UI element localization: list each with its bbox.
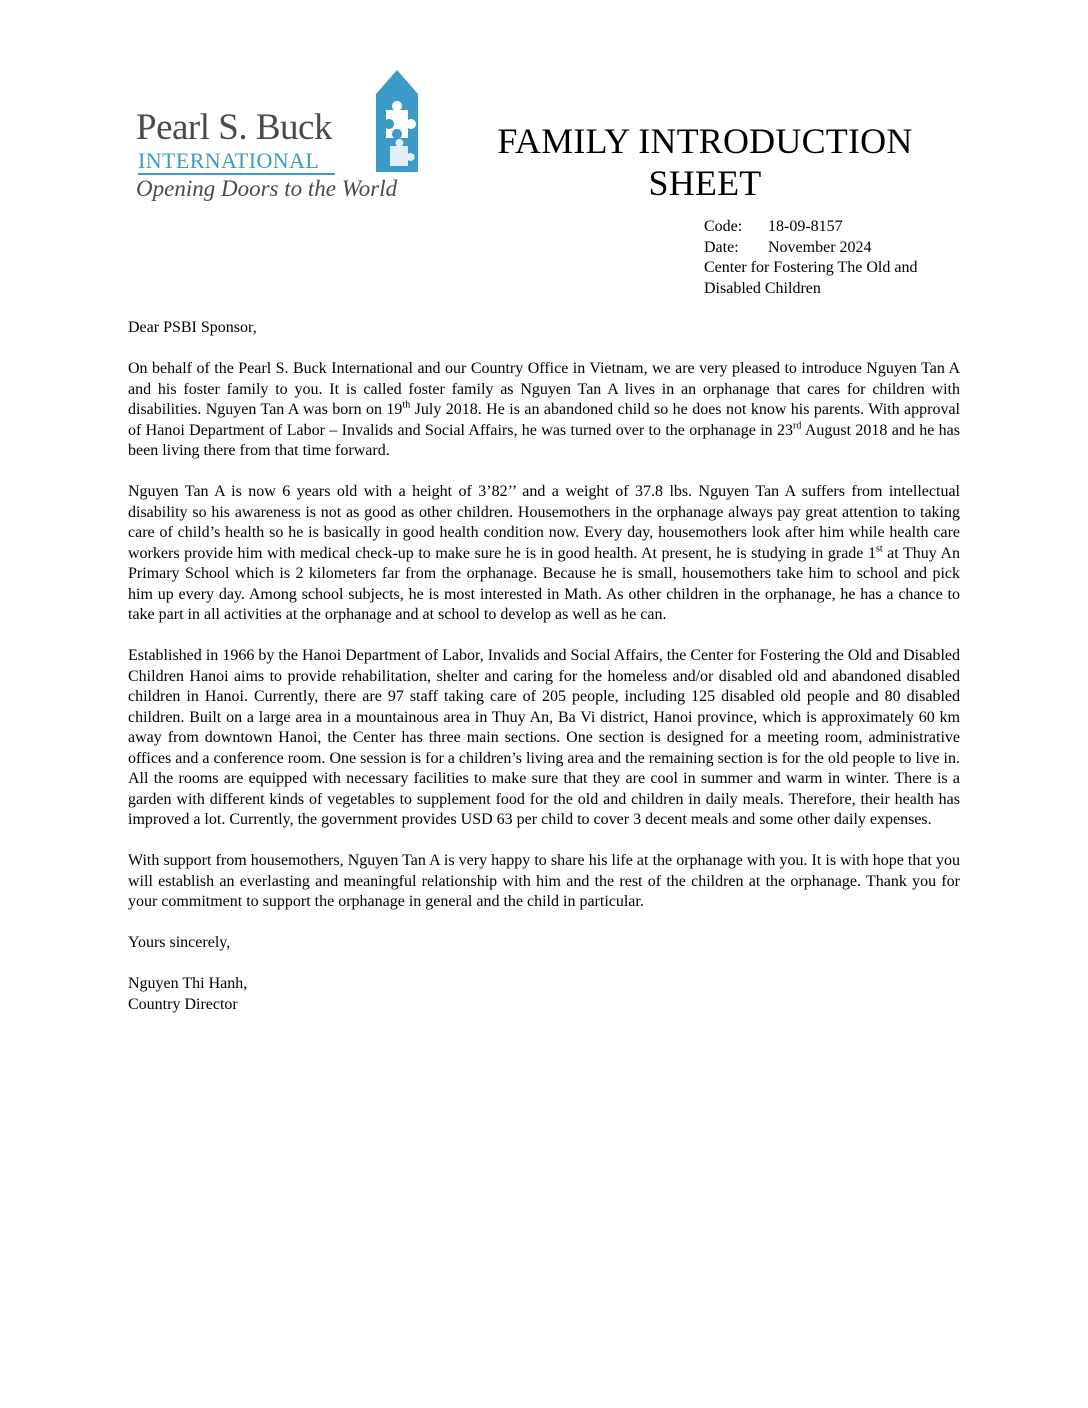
signer-name: Nguyen Thi Hanh, [128, 975, 248, 992]
logo-name: Pearl S. Buck [136, 107, 332, 148]
title-line-2: SHEET [648, 163, 762, 203]
code-row [704, 217, 917, 238]
paragraph-introduction: On behalf of the Pearl S. Buck International and our Country Office in Vietnam, we are very pleased to introduce Nguyen Tan A and his foster family to you. It is called foster family as Nguyen Tan A lives in an orphanage that cares for children with disabilities. Nguyen Tan A was born on 19th July 2018. He is an abandoned child so he does not know his parents. With approval of Hanoi Department of Labor – Invalids and Social Affairs, he was turned over to the orphanage in 23rd August 2018 and he has been living there from that time forward. [128, 360, 961, 459]
house-puzzle-logo-icon [376, 70, 418, 172]
document-meta [704, 217, 917, 299]
logo-divider [138, 173, 335, 175]
document-title [480, 120, 930, 204]
date-label: Date: [704, 238, 739, 256]
logo-subtitle: INTERNATIONAL [138, 148, 320, 173]
paragraph-child-details: Nguyen Tan A is now 6 years old with a height of 3’82’’ and a weight of 37.8 lbs. Nguyen Tan A suffers from intellectual disability so his awareness is not as good as other children. Housemothers in the orphanage always pay great attention to taking care of child’s health so he is basically in good health condition now. Every day, housemothers look after him while health care workers provide him with medical check-up to make sure he is in good health. At present, he is studying in grade 1st at Thuy An Primary School which is 2 kilometers far from the orphanage. Because he is small, housemothers take him to school and pick him up every day. Among school subjects, he is most interested in Math. As other children in the orphanage, he has a chance to take part in all activities at the orphanage and at school to develop as well as he can. [128, 483, 960, 623]
signer-title: Country Director [128, 995, 238, 1013]
letter-body [128, 318, 960, 1015]
salutation: Dear PSBI Sponsor, [128, 319, 257, 336]
paragraph-center-details: Established in 1966 by the Hanoi Department of Labor, Invalids and Social Affairs, the Center for Fostering the Old and Disabled Children Hanoi aims to provide rehabilitation, shelter and caring for the homeless and/or disabled old and abandoned disabled children in Hanoi. Currently, there are 97 staff taking care of 205 people, including 125 disabled old people and 80 disabled children. Built on a large area in a mountainous area in Thuy An, Ba Vi district, Hanoi province, which is approximately 60 km away from downtown Hanoi, the Center has three main sections. One section is designed for a meeting room, administrative offices and a conference room. One session is for a children’s living area and the remaining section is for the old people to live in. All the rooms are equipped with necessary facilities to make sure that they are cool in summer and warm in winter. There is a garden with different kinds of vegetables to supplement food for the old and children in daily meals. Therefore, their health has improved a lot. Currently, the government provides USD 63 per child to cover 3 decent meals and some other daily expenses. [128, 647, 960, 828]
date-row [704, 238, 917, 259]
title-line-1: FAMILY INTRODUCTION [497, 121, 913, 161]
date-value: November 2024 [768, 238, 872, 256]
center-name-line-2: Disabled Children [704, 279, 821, 297]
center-name-line-1: Center for Fostering The Old and [704, 259, 918, 276]
code-label: Code: [704, 218, 743, 235]
paragraph-closing-remarks: With support from housemothers, Nguyen Tan A is very happy to share his life at the orphanage with you. It is with hope that you will establish an everlasting and meaningful relationship with him and the rest of the children at the orphanage. Thank you for your commitment to support the orphanage in general and the child in particular. [128, 852, 960, 910]
logo-tagline: Opening Doors to the World [136, 176, 398, 201]
code-value: 18-09-8157 [768, 218, 843, 235]
closing: Yours sincerely, [128, 934, 231, 951]
organization-logo [136, 70, 421, 210]
